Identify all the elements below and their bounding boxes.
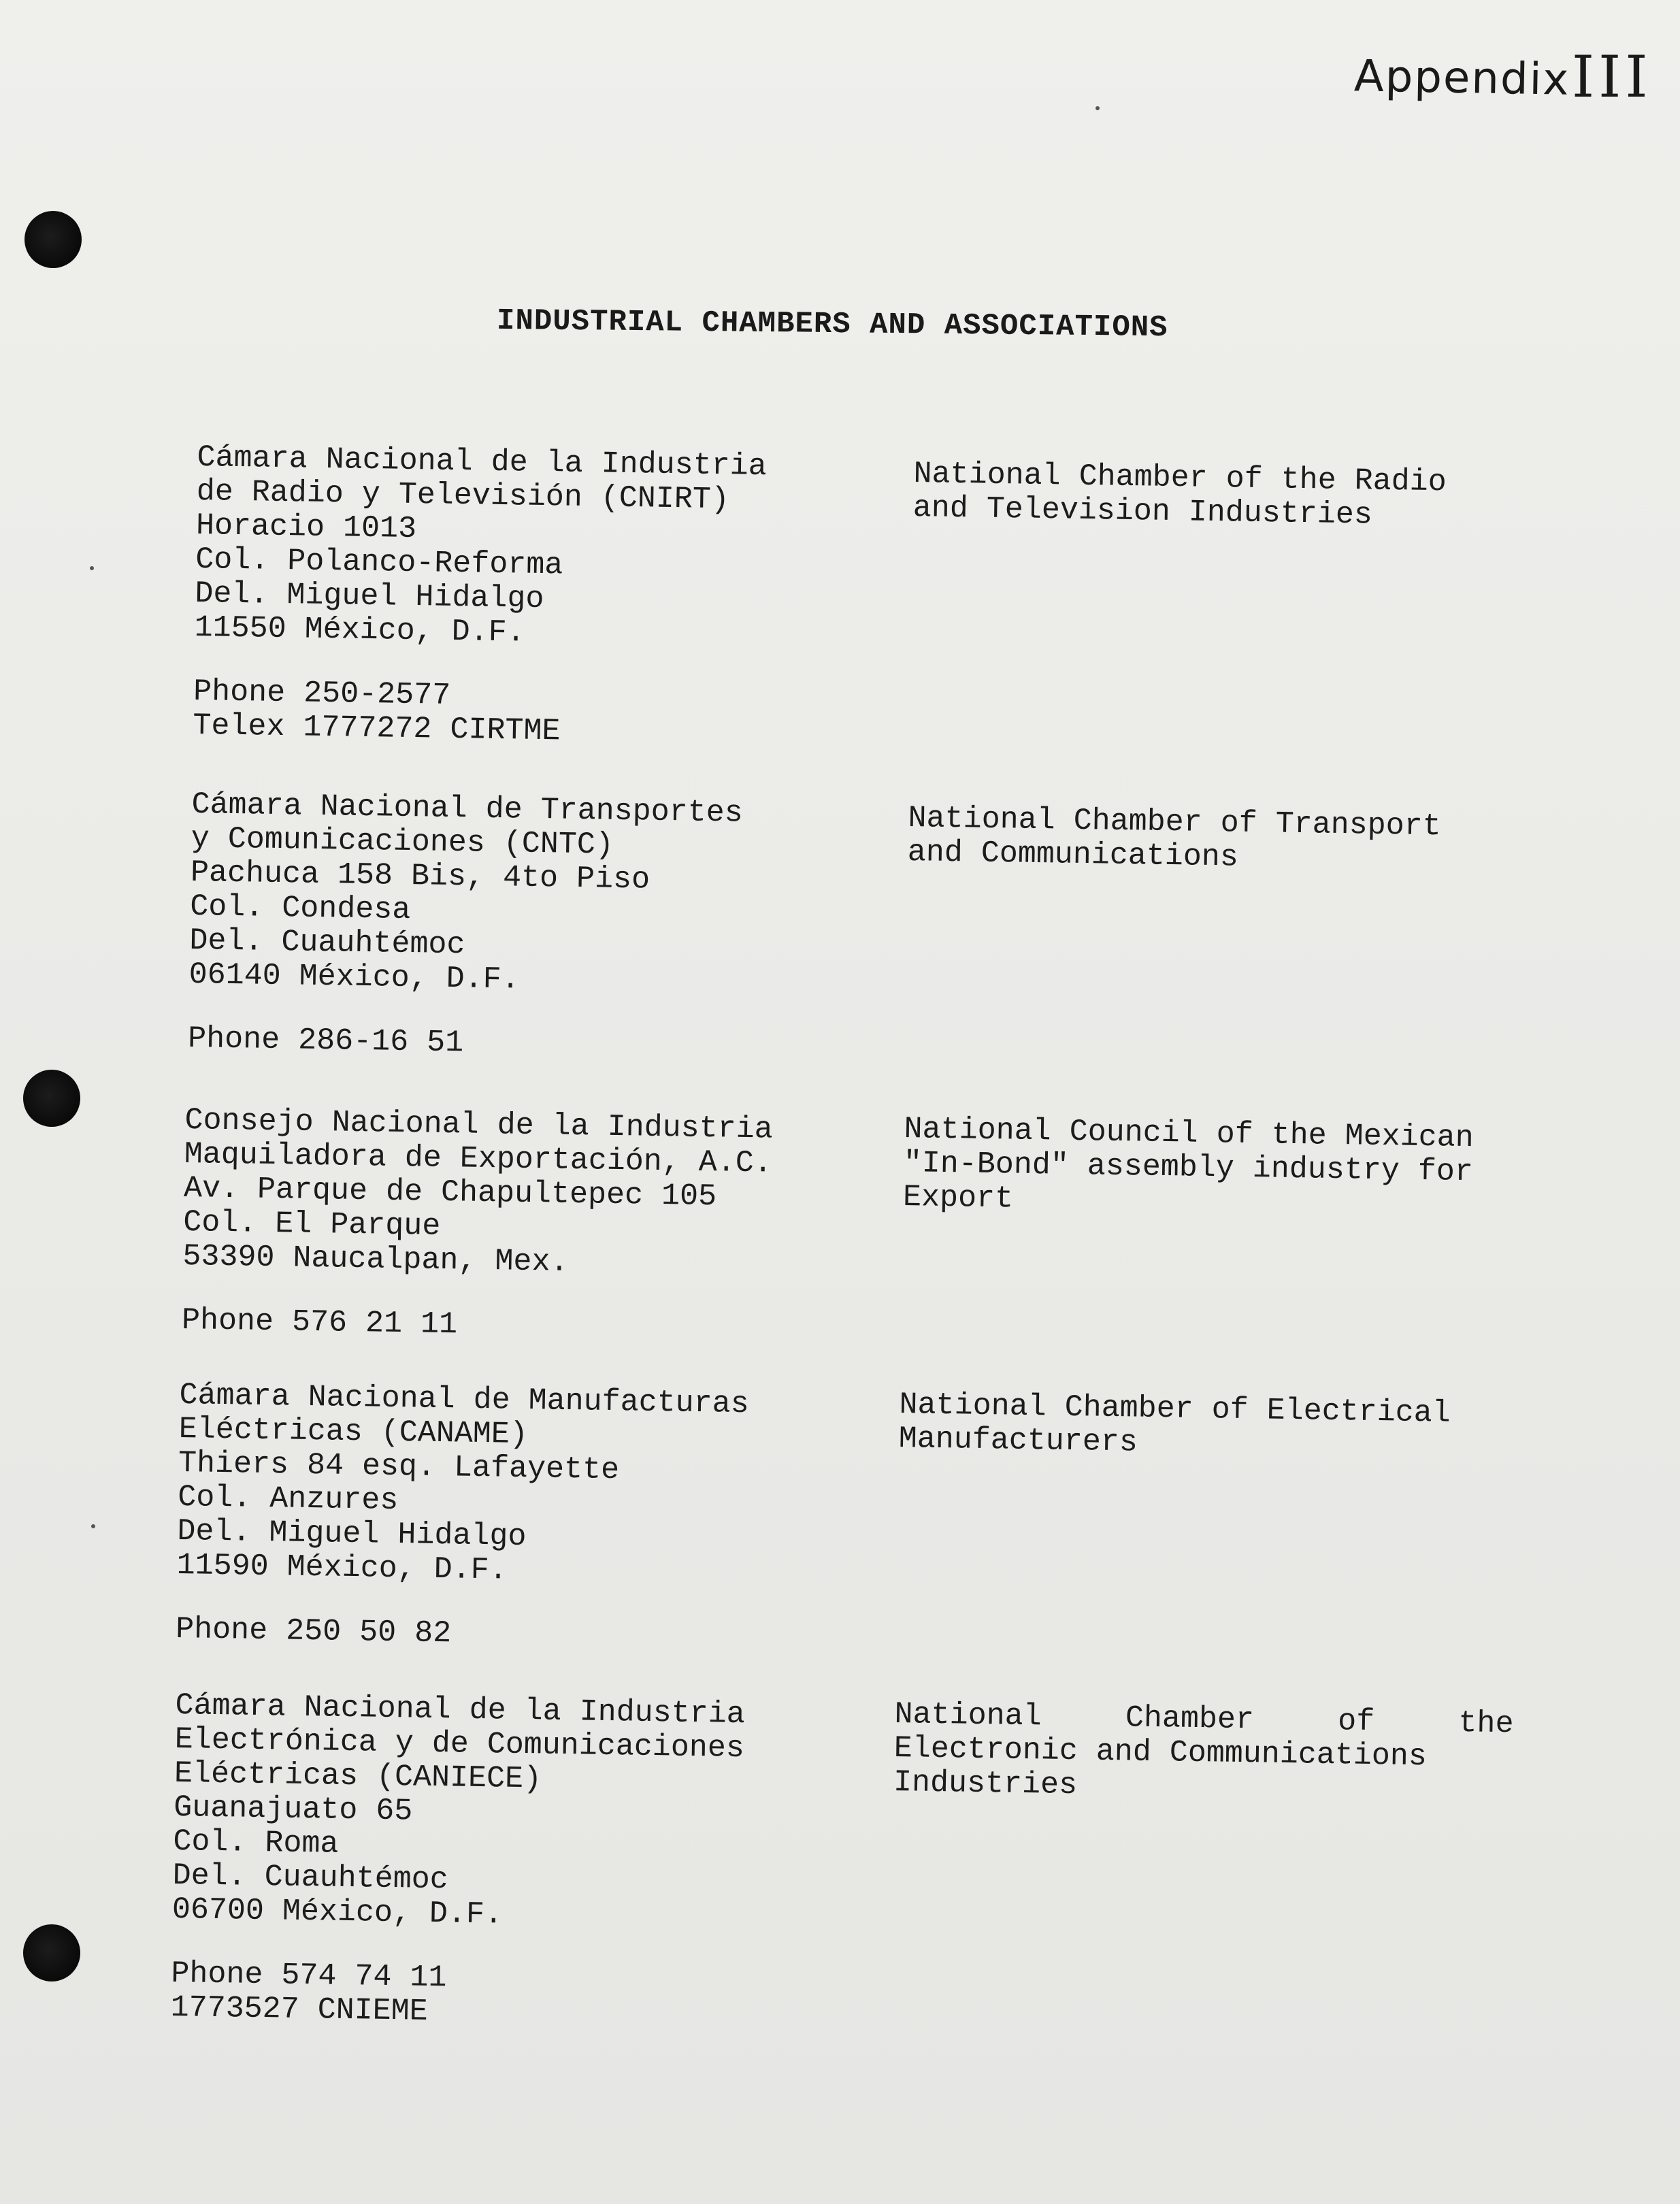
- english-line: Export: [902, 1179, 1014, 1217]
- entry-maquiladora-spanish: [182, 1104, 773, 1347]
- entry-cntc-spanish: [188, 788, 743, 1065]
- spanish-line: Del. Cuauhtémoc: [189, 923, 465, 963]
- spanish-line: Guanajuato 65: [173, 1790, 413, 1829]
- spanish-line: Cámara Nacional de Manufacturas: [179, 1378, 750, 1422]
- english-line: Manufacturers: [898, 1421, 1138, 1460]
- english-line: and Television Industries: [912, 490, 1373, 533]
- english-line: "In-Bond" assembly industry for: [903, 1145, 1474, 1190]
- spanish-line: y Comunicaciones (CNTC): [191, 821, 614, 863]
- english-line: Industries: [893, 1764, 1078, 1803]
- english-line: National Council of the Mexican: [904, 1112, 1475, 1156]
- appendix-label: [1353, 51, 1570, 105]
- punch-hole-bottom: [23, 1924, 80, 1981]
- spanish-line: 11590 México, D.F.: [176, 1547, 508, 1588]
- spanish-line: Consejo Nacional de la Industria: [184, 1103, 774, 1147]
- phone-number: Phone 250 50 82: [175, 1611, 452, 1651]
- spanish-line: Col. Anzures: [177, 1479, 399, 1519]
- english-line: National Chamber of the: [894, 1697, 1514, 1742]
- entry-cnirt-english: [912, 457, 1447, 533]
- phone-number: Phone 574 74 11: [171, 1956, 447, 1996]
- appendix-word: Appendix: [1353, 51, 1570, 105]
- spanish-line: Col. Polanco-Reforma: [195, 542, 563, 583]
- entry-cnirt-spanish: [193, 441, 767, 752]
- spanish-line: Col. El Parque: [182, 1204, 441, 1244]
- spanish-line: Maquiladora de Exportación, A.C.: [184, 1136, 773, 1181]
- punch-hole-middle: [23, 1070, 80, 1127]
- entry-caniece-english: [893, 1698, 1514, 1809]
- entry-maquiladora-english: [903, 1113, 1474, 1223]
- telex-number: Telex 1777272 CIRTME: [193, 708, 561, 749]
- scan-speck: [90, 566, 94, 570]
- spanish-line: Col. Condesa: [189, 889, 411, 928]
- spanish-line: Av. Parque de Chapultepec 105: [183, 1170, 717, 1215]
- spanish-line: 06140 México, D.F.: [188, 957, 521, 998]
- english-line: National Chamber of Transport: [908, 801, 1442, 844]
- punch-hole-top: [24, 211, 82, 268]
- appendix-numeral: III: [1572, 44, 1652, 110]
- english-line: National Chamber of Electrical: [899, 1387, 1451, 1431]
- spanish-line: Cámara Nacional de la Industria: [197, 440, 768, 484]
- scan-speck: [91, 1524, 95, 1528]
- spanish-line: Pachuca 158 Bis, 4to Piso: [190, 855, 650, 898]
- spanish-line: Electrónica y de Comunicaciones: [174, 1722, 745, 1766]
- english-line: and Communications: [907, 834, 1239, 875]
- english-line: Electronic and Communications: [893, 1730, 1428, 1775]
- page-title: INDUSTRIAL CHAMBERS AND ASSOCIATIONS: [496, 303, 1168, 346]
- spanish-line: Cámara Nacional de Transportes: [191, 787, 744, 831]
- spanish-line: Col. Roma: [173, 1824, 339, 1862]
- spanish-line: Del. Miguel Hidalgo: [195, 576, 544, 617]
- entry-caname-spanish: [176, 1379, 749, 1656]
- english-line: National Chamber of the Radio: [913, 457, 1447, 500]
- spanish-line: Del. Miguel Hidalgo: [177, 1513, 527, 1555]
- spanish-line: Thiers 84 esq. Lafayette: [178, 1445, 620, 1488]
- spanish-line: Eléctricas (CANAME): [178, 1411, 529, 1453]
- phone-number: Phone 576 21 11: [181, 1302, 458, 1343]
- spanish-line: de Radio y Televisión (CNIRT): [196, 474, 730, 518]
- spanish-line: 06700 México, D.F.: [171, 1892, 504, 1932]
- entry-cntc-english: [907, 802, 1441, 878]
- spanish-line: 53390 Naucalpan, Mex.: [182, 1238, 569, 1280]
- spanish-line: Horacio 1013: [195, 508, 417, 547]
- scan-speck: [1096, 106, 1100, 110]
- spanish-line: Del. Cuauhtémoc: [172, 1858, 449, 1898]
- entry-caniece-spanish: [170, 1689, 745, 2034]
- telex-number: 1773527 CNIEME: [170, 1990, 429, 2029]
- spanish-line: Eléctricas (CANIECE): [174, 1756, 542, 1797]
- phone-number: Phone 250-2577: [193, 674, 451, 713]
- spanish-line: Cámara Nacional de la Industria: [175, 1688, 746, 1732]
- phone-number: Phone 286-16 51: [187, 1021, 464, 1061]
- entry-caname-english: [898, 1388, 1451, 1465]
- spanish-line: 11550 México, D.F.: [194, 610, 526, 651]
